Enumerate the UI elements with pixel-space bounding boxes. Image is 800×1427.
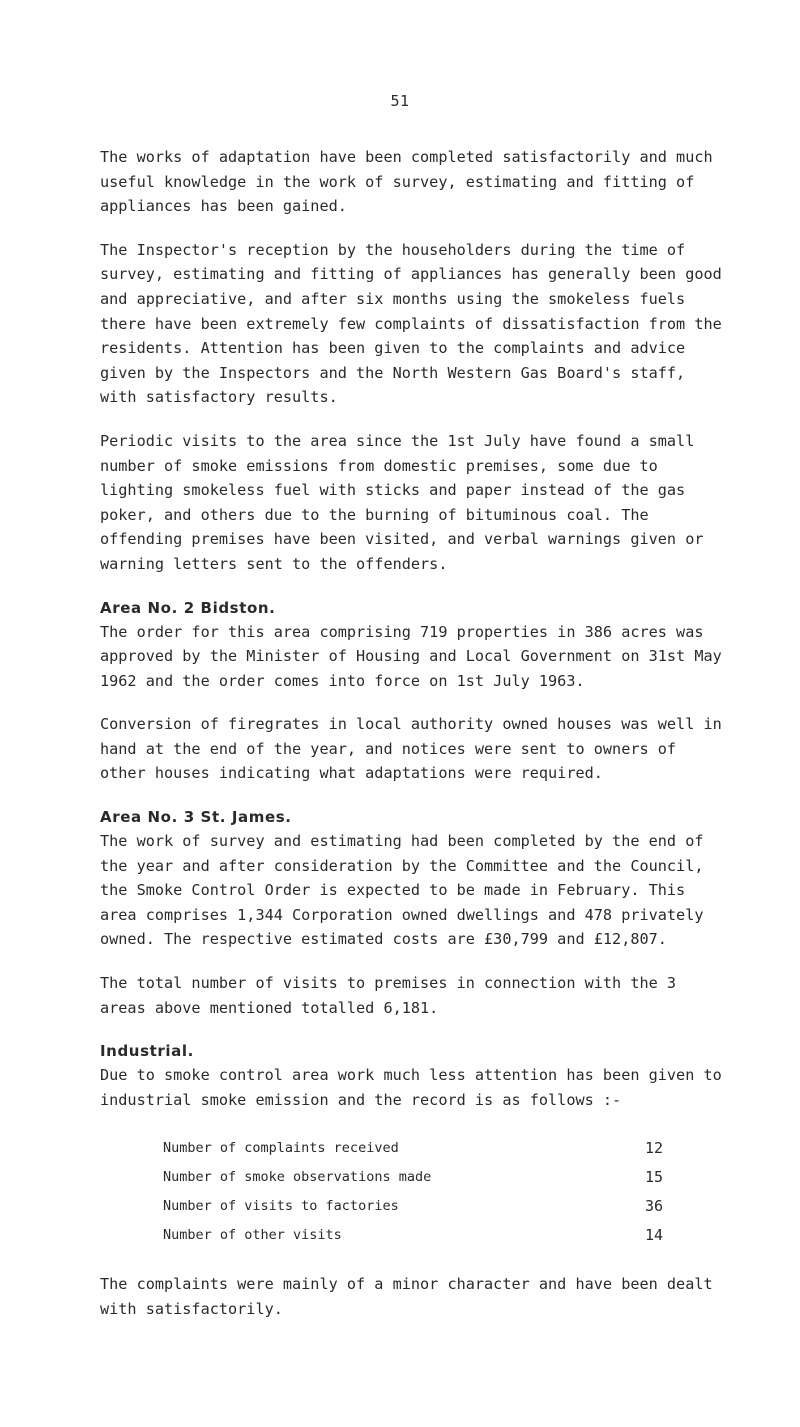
- stat-value: 14: [644, 1226, 663, 1245]
- stat-label: Number of smoke observations made: [163, 1169, 432, 1186]
- paragraph-adaptation: The works of adaptation have been completed satisfactorily and much useful knowledge in the work of survey, estimating and fitting of appliances has been gained.: [100, 148, 713, 216]
- paragraph-complaints-closing: The complaints were mainly of a minor character and have been dealt with satisfactorily.: [100, 1275, 713, 1318]
- stat-row: [163, 1163, 663, 1192]
- stat-value: 36: [644, 1197, 663, 1216]
- stat-row: [163, 1221, 663, 1250]
- paragraph-total-visits: The total number of visits to premises in connection with the 3 areas above mentioned totalled 6,181.: [100, 974, 677, 1017]
- stat-label: Number of other visits: [163, 1227, 342, 1244]
- heading-industrial: Industrial.: [100, 1042, 194, 1061]
- document-body: [100, 145, 730, 1341]
- industrial-stats-table: [163, 1134, 663, 1250]
- paragraph-area-2-order: The order for this area comprising 719 properties in 386 acres was approved by the Minister of Housing and Local Government on 31st May 1962 and the order comes into force on 1st July 1963.: [100, 622, 722, 690]
- stat-value: 15: [644, 1168, 663, 1187]
- stat-row: [163, 1192, 663, 1221]
- stat-label: Number of visits to factories: [163, 1198, 399, 1215]
- paragraph-area-2-conversion: Conversion of firegrates in local authority owned houses was well in hand at the end of the year, and notices were sent to owners of other houses indicating what adaptations were required.: [100, 715, 722, 783]
- section-area-2: [100, 596, 730, 694]
- heading-area-3: Area No. 3 St. James.: [100, 808, 292, 827]
- paragraph-industrial: Due to smoke control area work much less attention has been given to industrial smoke emission and the record is as follows :-: [100, 1066, 722, 1109]
- section-area-3: [100, 805, 730, 952]
- paragraph-area-3-survey: The work of survey and estimating had been completed by the end of the year and after consideration by the Committee and the Council, the Smoke Control Order is expected to be made in February. This area comprises 1,344 Corporation owned dwellings and 478 privately owned. The respective estimated costs are £30,799 and £12,807.: [100, 832, 704, 949]
- stat-label: Number of complaints received: [163, 1140, 399, 1157]
- heading-area-2: Area No. 2 Bidston.: [100, 598, 276, 617]
- stat-row: [163, 1134, 663, 1163]
- stat-value: 12: [644, 1139, 663, 1158]
- section-industrial: [100, 1039, 730, 1112]
- paragraph-inspector-reception: The Inspector's reception by the householders during the time of survey, estimating and fitting of appliances has generally been good and appreciative, and after six months using the smokeless fuels there have been extremely few complaints of dissatisfaction from the residents. Attention has been given to the complaints and advice given by the Inspectors and the North Western Gas Board's staff, with satisfactory results.: [100, 240, 722, 407]
- paragraph-periodic-visits: Periodic visits to the area since the 1st July have found a small number of smoke emissions from domestic premises, some due to lighting smokeless fuel with sticks and paper instead of the gas poker, and others due to the burning of bituminous coal. The offending premises have been visited, and verbal warnings given or warning letters sent to the offenders.: [100, 431, 704, 573]
- page-number: 51: [390, 92, 410, 110]
